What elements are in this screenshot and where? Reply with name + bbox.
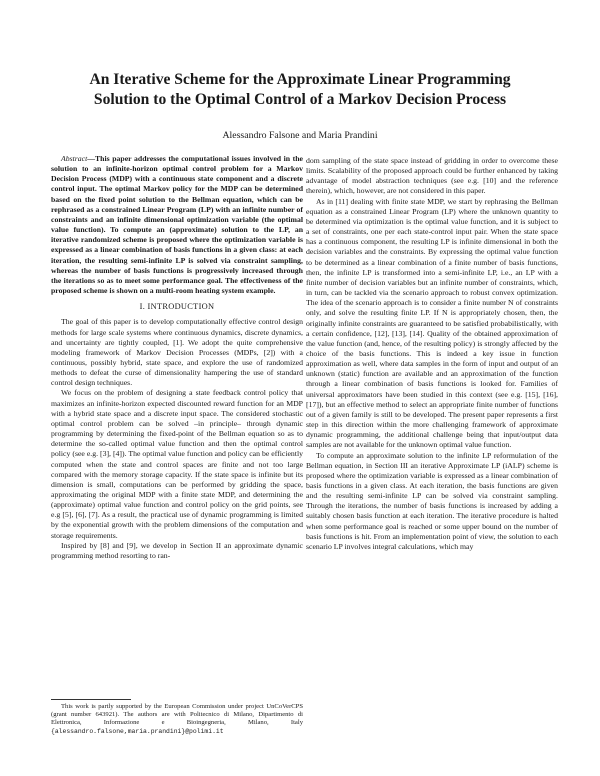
right-paragraph-2: As in [11] dealing with finite state MDP, we start by rephrasing the Bellman equation as a constrained Linear Program (LP) where the unknown quantity to be determined via optimization is the optimal value function, and it is subject to a set of constraints, one per each state-control input pair. When the state space has a continuous component, the resulting LP is infinite dimensional in both the decision variables and the constraints. By expressing the optimal value function to be determined as a linear combination of a finite number of basis functions, then, the infinite LP is transformed into a semi-infinite LP, i.e., an LP with a finite number of decision variables but an infinite number of constraints, which, in turn, can be tackled via the scenario approach to robust convex optimization. The idea of the scenario approach is to consider a finite number N of constraints only, and solve the resulting finite LP. If N is appropriately chosen, then, the originally infinite constraints are guaranteed to be satisfied probabilistically, with a certain confidence, [12], [13], [14]. Quality of the obtained approximation of the value function (and, hence, of the resulting policy) is strongly affected by the choice of the basis functions. This is indeed a key issue in function approximation as well, where data samples in the form of input and output of an unknown (static) function are available and an approximation of the function through a linear combination of basis functions is looked for. Families of universal approximators have been studied in this context (see e.g. [15], [16], [17]), but an effective method to select an appropriate finite number of functions out of a given family is still to be developed. The present paper represents a first step in this direction within the more challenging framework of approximate dynamic programming, the additional challenge being that input/output data samples are not available for the unknown optimal value function. bbox=[306, 196, 558, 450]
left-column bbox=[51, 154, 303, 561]
left-paragraph-3: Inspired by [8] and [9], we develop in Section II an approximate dynamic programming method resorting to ran- bbox=[51, 540, 303, 560]
left-paragraph-2: We focus on the problem of designing a state feedback control policy that maximizes an infinite-horizon expected discounted reward function for an MDP with a hybrid state space and a discrete input space. The considered stochastic optimal control problem can be solved –in principle– through dynamic programming by determining the fixed-point of the Bellman equation so as to determine the so-called optimal value function and then the optimal control policy (see e.g. [3], [4]). The optimal value function and policy can be efficiently computed when the state and control spaces are finite and not too large compared with the memory storage capacity. If the state space is infinite but its dimension is small, computations can be performed by gridding the space, approximating the original MDP with a finite state MDP, and determining the (approximate) optimal value function and control policy on the grid points, see e.g [5], [6], [7]. As a result, the practical use of dynamic programming is limited by the exponential growth with the problem dimensions of the computation and storage requirements. bbox=[51, 388, 303, 540]
title-line-2: Solution to the Optimal Control of a Markov Decision Process bbox=[93, 91, 507, 108]
right-paragraph-3: To compute an approximate solution to the infinite LP reformulation of the Bellman equation, in Section III an iterative Approximate LP (iALP) scheme is proposed where the optimization variable is expressed as a linear combination of basis functions in a given class. At each iteration, the basis functions are given and the resulting semi-infinite LP can be solved via constraint sampling. Through the iterations, the number of basis functions is increased by adding a suitably chosen basis function at each iteration. The iterative procedure is halted when some performance goal is reached or some upper bound on the number of basis functions is hit. From an implementation point of view, the solution to each scenario LP involves integral calculations, which may bbox=[306, 450, 558, 551]
abstract bbox=[51, 154, 303, 296]
paper-title bbox=[40, 70, 560, 110]
section-heading-introduction: I. INTRODUCTION bbox=[139, 302, 215, 312]
abstract-text: —This paper addresses the computational issues involved in the solution to an infinite-horizon optimal control problem for a Markov Decision Process (MDP) with a continuous state component and a discrete control input. The optimal Markov policy for the MDP can be determined based on the fixed point solution to the Bellman equation, which can be rephrased as a constrained Linear Program (LP) with an infinite number of constraints and an infinite dimensional optimization variable (the optimal value function). To compute an (approximate) solution to the LP, an iterative randomized scheme is proposed where the optimization variable is expressed as a linear combination of basis functions in a given class: at each iteration, the resulting semi-infinite LP is solved via constraint sampling, whereas the number of basis functions is progressively increased through the iterations so as to meet some performance goal. The effectiveness of the proposed scheme is shown on a multi-room heating system example. bbox=[51, 154, 303, 296]
footnote bbox=[51, 703, 303, 736]
authors: Alessandro Falsone and Maria Prandini bbox=[222, 130, 378, 141]
footnote-rule bbox=[51, 699, 131, 700]
right-column bbox=[306, 156, 558, 552]
abstract-lead: Abstract bbox=[61, 154, 88, 163]
title-line-1: An Iterative Scheme for the Approximate Linear Programming bbox=[89, 71, 511, 88]
footnote-email: {alessandro.falsone,maria.prandini}@polimi.it bbox=[51, 727, 224, 735]
right-paragraph-1: dom sampling of the state space instead of gridding in order to overcome these limits. Scalability of the proposed approach could be further enhanced by taking advantage of model abstraction techniques (see e.g. [10] and the reference therein), which, however, are not considered in this paper. bbox=[306, 156, 558, 196]
footnote-text: This work is partly supported by the European Commission under project UnCoVerCPS (grant number 643921). The authors are with Politecnico di Milano, Dipartimento di Elettronica, Informazione e Bioingegneria, Milano, Italy {alessandro.falsone,maria.prandini}@polimi.it bbox=[51, 703, 303, 735]
left-paragraph-1: The goal of this paper is to develop computationally effective control design methods for large scale systems where continuous dynamics, discrete dynamics, and uncertainty are tightly coupled, [1]. We adopt the quite comprehensive modeling framework of Markov Decision Processes (MDPs, [2]) with a continuous, possibly hybrid, state space, and explore the use of randomized methods to defeat the curse of dimensionality hampering the use of standard control design techniques. bbox=[51, 317, 303, 388]
